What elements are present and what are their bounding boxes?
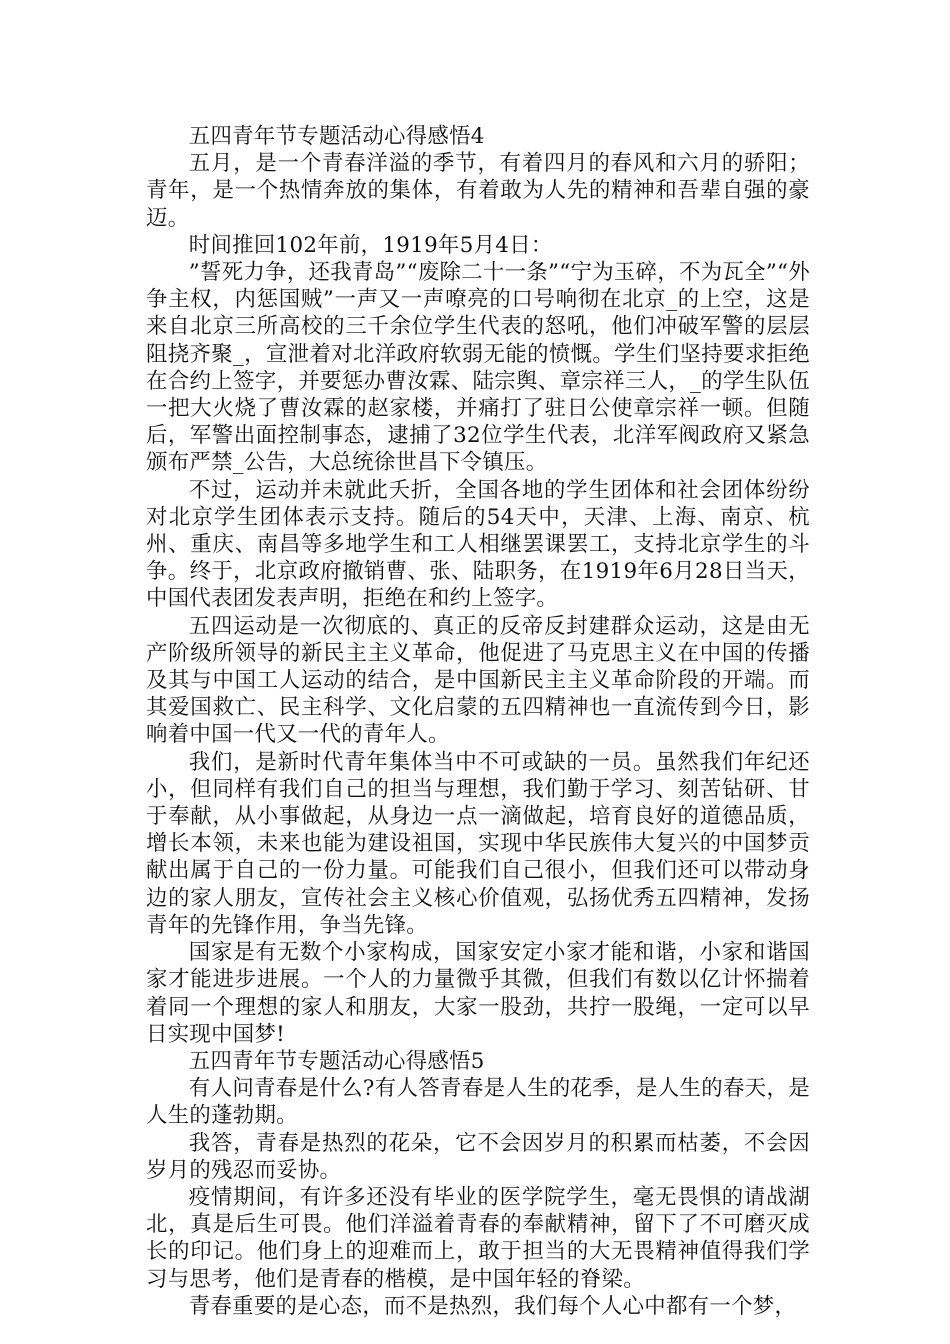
section-5-title: 五四青年节专题活动心得感悟5 — [188, 1048, 485, 1074]
section-4-paragraph-6: 我们，是新时代青年集体当中不可或缺的一员。虽然我们年纪还小，但同样有我们自己的担当与理想，我们勤于学习、刻苦钻研、甘于奉献，从小事做起，从身边一点一滴做起，培育良好的道德品质，增长本领，未来也能为建设祖国，实现中华民族伟大复兴的中国梦贡献出属于自己的一份力量。可能我们自己很小，但我们还可以带动身边的家人朋友，宣传社会主义核心价值观，弘扬优秀五四精神，发扬青年的先锋作用，争当先锋。 — [146, 749, 810, 938]
section-4-paragraph-2: 时间推回102年前，1919年5月4日： — [188, 232, 553, 258]
section-5-paragraph-4: 青春重要的是心态，而不是热烈，我们每个人心中都有一个梦， — [188, 1293, 797, 1319]
section-4-paragraph-5: 五四运动是一次彻底的、真正的反帝反封建群众运动，这是由无产阶级所领导的新民主主义革命，他促进了马克思主义在中国的传播及其与中国工人运动的结合，是中国新民主主义革命阶段的开端。而其爱国救亡、民主科学、文化启蒙的五四精神也一直流传到今日，影响着中国一代又一代的青年人。 — [146, 613, 810, 748]
section-4-paragraph-1: 五月，是一个青春洋溢的季节，有着四月的春风和六月的骄阳；青年，是一个热情奔放的集体，有着敢为人先的精神和吾辈自强的豪迈。 — [146, 151, 810, 231]
document-page — [146, 123, 810, 1320]
section-4-paragraph-4: 不过，运动并未就此夭折，全国各地的学生团体和社会团体纷纷对北京学生团体表示支持。随后的54天中，天津、上海、南京、杭州、重庆、南昌等多地学生和工人相继罢课罢工，支持北京学生的斗争。终于，北京政府撤销曹、张、陆职务，在1919年6月28日当天，中国代表团发表声明，拒绝在和约上签字。 — [146, 477, 810, 612]
section-5-paragraph-2: 我答，青春是热烈的花朵，它不会因岁月的积累而枯萎，不会因岁月的残忍而妥协。 — [146, 1130, 810, 1183]
section-4-paragraph-3: ”誓死力争，还我青岛”“废除二十一条”“宁为玉碎，不为瓦全”“外争主权，内惩国贼”一声又一声嘹亮的口号响彻在北京_的上空，这是来自北京三所高校的三千余位学生代表的怒吼，他们冲破军警的层层阻挠齐聚_，宣泄着对北洋政府软弱无能的愤慨。学生们坚持要求拒绝在合约上签字，并要惩办曹汝霖、陆宗舆、章宗祥三人，_的学生队伍一把大火烧了曹汝霖的赵家楼，并痛打了驻日公使章宗祥一顿。但随后，军警出面控制事态，逮捕了32位学生代表，北洋军阀政府又紧急颁布严禁_公告，大总统徐世昌下令镇压。 — [146, 260, 810, 476]
section-5-paragraph-3: 疫情期间，有许多还没有毕业的医学院学生，毫无畏惧的请战湖北，真是后生可畏。他们洋溢着青春的奉献精神，留下了不可磨灭成长的印记。他们身上的迎难而上，敢于担当的大无畏精神值得我们学习与思考，他们是青春的楷模，是中国年轻的脊梁。 — [146, 1184, 810, 1292]
section-5-paragraph-1: 有人问青春是什么?有人答青春是人生的花季，是人生的春天，是人生的蓬勃期。 — [146, 1076, 810, 1129]
section-4-title: 五四青年节专题活动心得感悟4 — [188, 124, 485, 149]
section-4-paragraph-7: 国家是有无数个小家构成，国家安定小家才能和谐，小家和谐国家才能进步进展。一个人的力量微乎其微，但我们有数以亿计怀揣着着同一个理想的家人和朋友，大家一股劲，共拧一股绳，一定可以早日实现中国梦! — [146, 940, 810, 1047]
